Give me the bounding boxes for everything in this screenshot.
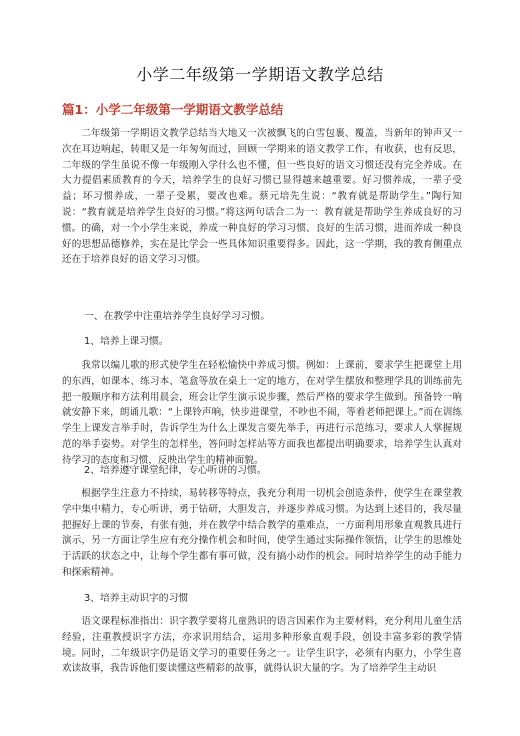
document-title: 小学二年级第一学期语文教学总结 — [136, 65, 384, 84]
heading-literacy: 3、培养主动识字的习惯 — [84, 593, 189, 604]
heading-class-habits: 1、培养上课习惯。 — [84, 336, 169, 347]
section-subtitle: 篇1：小学二年级第一学期语文教学总结 — [62, 102, 284, 117]
paragraph-intro: 二年级第一学期语文教学总结当大地又一次被飘飞的白雪包裹、覆盖，当新年的钟声又一次在耳边响起，转眼又是一年匆匆而过，回顾一学期来的语文教学工作，有收获，也有反思，二年级的学生虽说不像一年级刚入学什么也不懂，但一些良好的语文习惯还没有完全养成。在大力提倡素质教育的今天，培养学生的良好习惯已显得越来越重要。好习惯养成，一辈子受益；坏习惯养成，一辈子受累，要改也难。蔡元培先生说：“教育就是帮助学生。”陶行知说：“教育就是培养学生良好的习惯。”将这两句话合二为一：教育就是帮助学生养成良好的习惯。的确，对一个小学生来说，养成一种良好的学习习惯、良好的生活习惯，进而养成一种良好的思想品德修养，实在是比学会一些具体知识重要得多。因此，这一学期，我的教育侧重点还在于培养良好的语文学习习惯。 — [62, 128, 462, 266]
paragraph-discipline: 根据学生注意力不持续，易转移等特点，我充分利用一切机会创造条件，使学生在课堂教学中集中精力，专心听讲，勇于钻研，大胆发言，并逐步养成习惯。为达到上述目的，我尽量把握好上课的节奏，有张有弛，并在教学中结合教学的重难点，一方面利用形象直观教具进行演示，另一方面让学生应有充分操作机会和时间，使学生通过实际操作领悟，让学生的思维处于活跃的状态之中，让每个学生都有事可做，没有搞小动作的机会。同时培养学生的动手能力和探索精神。 — [62, 488, 462, 578]
heading-section-1: 一、在教学中注重培养学生良好学习习惯。 — [84, 311, 271, 322]
paragraph-literacy: 语文课程标准指出：识字教学要将儿童熟识的语言因素作为主要材料，充分利用儿童生活经验，注重教授识字方法，亦求识用结合，运用多种形象直观手段，创设丰富多彩的教学情境。同时，二年级识字仍是语文学习的重要任务之一。让学生识字，必须有内驱力，小学生喜欢读故事，我告诉他们要读懂这些精彩的故事，就得认识大量的字。为了培养学生主动识 — [62, 616, 462, 675]
paragraph-class-habits: 我常以编儿歌的形式使学生在轻松愉快中养成习惯。例如：上课前，要求学生把课堂上用的东西，如课本、练习本、笔盒等放在桌上一定的地方，在对学生摆放和整理学具的训练前先把一般顺序和方法利用晨会，班会让学生演示说步骤，然后严格的要求学生做到。预备铃一响就安静下来，朗诵儿歌：“上课铃声响，快步进课堂，不吵也不闹，等着老师把课上。”而在训练学生上课发言举手时，告诉学生为什么上课发言要先举手，再进行示范练习，要求人人掌握规范的举手姿势。对学生的怎样坐，答问时怎样站等方面我也都提出明确要求，培养学生认真对待学习的态度和习惯，反映出学生的精神面貌。 — [62, 360, 462, 466]
heading-discipline: 2、培养遵守课堂纪律，专心听讲的习惯。 — [84, 465, 267, 476]
